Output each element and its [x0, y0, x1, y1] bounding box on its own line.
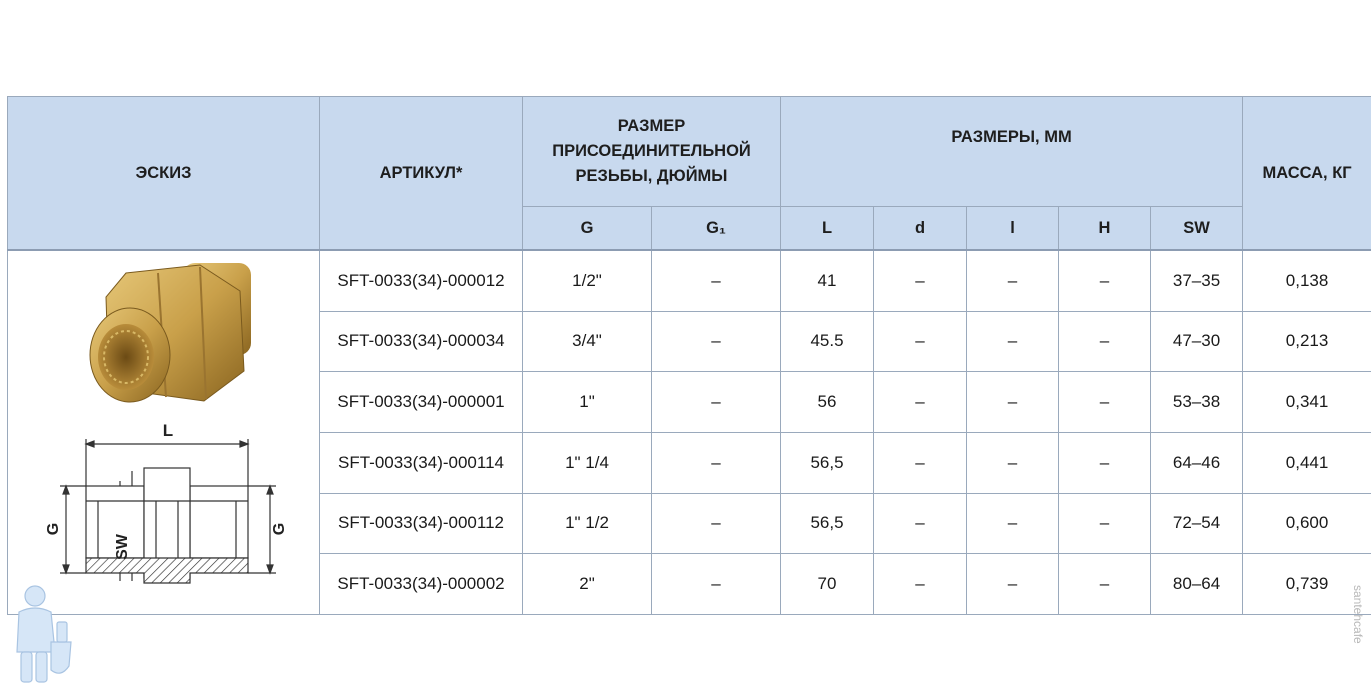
cell-mass: 0,138: [1243, 250, 1371, 311]
watermark: [1348, 585, 1368, 690]
cell-l: –: [967, 432, 1059, 493]
spec-table: [7, 96, 1371, 615]
cell-l: –: [967, 554, 1059, 615]
cell-H: –: [1059, 250, 1151, 311]
cell-SW: 53–38: [1151, 372, 1243, 433]
cell-article: SFT-0033(34)-000034: [320, 311, 523, 372]
cell-H: –: [1059, 554, 1151, 615]
cell-G1: –: [652, 311, 781, 372]
header-H: H: [1059, 207, 1151, 251]
cell-G: 1": [523, 372, 652, 433]
plumber-mascot-icon: [5, 582, 75, 692]
cell-G1: –: [652, 554, 781, 615]
header-dimensions: РАЗМЕРЫ, ММ: [781, 97, 1243, 207]
cell-SW: 47–30: [1151, 311, 1243, 372]
cell-article: SFT-0033(34)-000114: [320, 432, 523, 493]
cell-G1: –: [652, 372, 781, 433]
header-article: АРТИКУЛ*: [320, 97, 523, 251]
cell-L: 56: [781, 372, 874, 433]
cell-G: 3/4": [523, 311, 652, 372]
header-thread-size-text: РАЗМЕР ПРИСОЕДИНИТЕЛЬНОЙ РЕЗЬБЫ, ДЮЙМЫ: [552, 117, 751, 185]
header-thread-size: [523, 97, 781, 207]
cell-article: SFT-0033(34)-000012: [320, 250, 523, 311]
watermark-text: santehcafe: [1351, 585, 1365, 644]
cell-H: –: [1059, 432, 1151, 493]
cell-mass: 0,341: [1243, 372, 1371, 433]
drawing-label-G-right: G: [271, 522, 288, 536]
cell-G1: –: [652, 493, 781, 554]
cell-H: –: [1059, 311, 1151, 372]
cell-l: –: [967, 311, 1059, 372]
header-sketch: ЭСКИЗ: [8, 97, 320, 251]
cell-SW: 64–46: [1151, 432, 1243, 493]
cell-G1: –: [652, 250, 781, 311]
cell-d: –: [874, 493, 967, 554]
cell-L: 56,5: [781, 432, 874, 493]
header-L: L: [781, 207, 874, 251]
sketch-cell: [8, 250, 320, 615]
cell-G: 1" 1/4: [523, 432, 652, 493]
cell-L: 56,5: [781, 493, 874, 554]
cell-d: –: [874, 372, 967, 433]
cell-G: 1/2": [523, 250, 652, 311]
cell-d: –: [874, 554, 967, 615]
header-SW: SW: [1151, 207, 1243, 251]
drawing-label-L: L: [162, 421, 174, 440]
cell-SW: 72–54: [1151, 493, 1243, 554]
cell-L: 70: [781, 554, 874, 615]
fitting-photo: [90, 263, 251, 402]
cell-mass: 0,600: [1243, 493, 1371, 554]
cell-H: –: [1059, 493, 1151, 554]
cell-d: –: [874, 432, 967, 493]
drawing-label-SW: SW: [114, 534, 131, 560]
cell-l: –: [967, 250, 1059, 311]
cell-G1: –: [652, 432, 781, 493]
cell-mass: 0,441: [1243, 432, 1371, 493]
drawing-label-G-left: G: [45, 522, 62, 536]
cell-d: –: [874, 311, 967, 372]
cell-article: SFT-0033(34)-000001: [320, 372, 523, 433]
header-d: d: [874, 207, 967, 251]
cell-SW: 80–64: [1151, 554, 1243, 615]
cell-L: 41: [781, 250, 874, 311]
header-G1: G₁: [652, 207, 781, 251]
table-row: [8, 250, 1371, 311]
cell-mass: 0,739: [1243, 554, 1371, 615]
cell-SW: 37–35: [1151, 250, 1243, 311]
cell-L: 45.5: [781, 311, 874, 372]
cell-article: SFT-0033(34)-000002: [320, 554, 523, 615]
cell-l: –: [967, 493, 1059, 554]
cell-G: 2": [523, 554, 652, 615]
header-mass: МАССА, КГ: [1243, 97, 1371, 251]
fitting-sketch: [8, 251, 320, 609]
header-G: G: [523, 207, 652, 251]
cell-H: –: [1059, 372, 1151, 433]
cell-G: 1" 1/2: [523, 493, 652, 554]
header-l: l: [967, 207, 1059, 251]
cell-d: –: [874, 250, 967, 311]
cell-l: –: [967, 372, 1059, 433]
technical-drawing: [45, 421, 288, 583]
cell-article: SFT-0033(34)-000112: [320, 493, 523, 554]
cell-mass: 0,213: [1243, 311, 1371, 372]
